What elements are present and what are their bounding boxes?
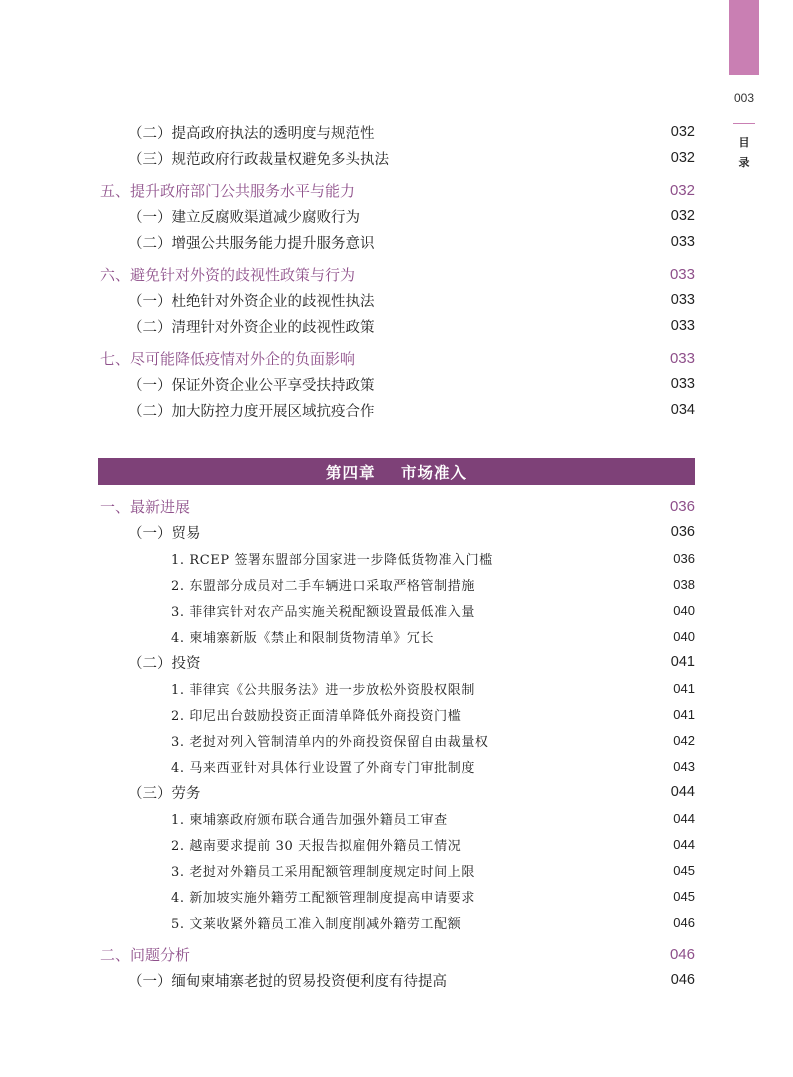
toc-entry-page: 046 [670, 972, 695, 988]
toc-entry-title: 2. 越南要求提前 30 天报告拟雇佣外籍员工情况 [171, 838, 462, 854]
toc-entry-title: （一）缅甸柬埔寨老挝的贸易投资便利度有待提高 [128, 973, 447, 990]
toc-entry-item[interactable] [100, 832, 695, 856]
toc-entry-title: 五、提升政府部门公共服务水平与能力 [100, 181, 356, 200]
toc-entry-page: 041 [670, 654, 695, 670]
toc-entry-title: 3. 菲律宾针对农产品实施关税配额设置最低准入量 [171, 604, 475, 620]
toc-entry-title: （一）建立反腐败渠道减少腐败行为 [128, 209, 360, 226]
toc-entry-page: 036 [673, 550, 695, 566]
toc-entry-title: （二）加大防控力度开展区域抗疫合作 [128, 403, 375, 420]
toc-entry-page: 044 [673, 810, 695, 826]
toc-entry-item[interactable] [100, 884, 695, 908]
toc-entry-page: 038 [673, 576, 695, 592]
toc-entry-title: 5. 文莱收紧外籍员工准入制度削减外籍劳工配额 [171, 916, 462, 932]
toc-entry-page: 044 [670, 784, 695, 800]
toc-entry-title: 1. RCEP 签署东盟部分国家进一步降低货物准入门槛 [171, 552, 493, 568]
toc-entry-item[interactable] [100, 754, 695, 778]
toc-entry-sec[interactable] [100, 262, 695, 286]
toc-entry-item[interactable] [100, 546, 695, 570]
toc-entry-title: （三）规范政府行政裁量权避免多头执法 [128, 151, 389, 168]
toc-entry-page: 036 [670, 524, 695, 540]
toc-entry-sub[interactable] [100, 230, 695, 254]
page-number: 003 [733, 91, 755, 105]
toc-entry-page: 040 [673, 602, 695, 618]
toc-entry-page: 032 [670, 208, 695, 224]
toc-entry-sub[interactable] [100, 288, 695, 312]
toc-entry-sub[interactable] [100, 372, 695, 396]
toc-entry-item[interactable] [100, 598, 695, 622]
toc-entry-page: 042 [673, 732, 695, 748]
toc-entry-sec[interactable] [100, 346, 695, 370]
toc-entry-title: （二）增强公共服务能力提升服务意识 [128, 235, 375, 252]
toc-entry-page: 034 [670, 402, 695, 418]
toc-entry-title: 4. 马来西亚针对具体行业设置了外商专门审批制度 [171, 760, 475, 776]
chapter-heading-bar [98, 458, 695, 485]
toc-entry-page: 033 [670, 234, 695, 250]
toc-entry-item[interactable] [100, 910, 695, 934]
toc-entry-page: 033 [670, 376, 695, 392]
toc-entry-page: 041 [673, 706, 695, 722]
toc-entry-title: （二）提高政府执法的透明度与规范性 [128, 125, 375, 142]
toc-entry-sub[interactable] [100, 120, 695, 144]
toc-entry-title: （二）清理针对外资企业的歧视性政策 [128, 319, 375, 336]
toc-entry-page: 044 [673, 836, 695, 852]
toc-entry-sec[interactable] [100, 178, 695, 202]
toc-entry-page: 033 [670, 318, 695, 334]
toc-entry-sec[interactable] [100, 942, 695, 966]
toc-entry-title: 4. 柬埔寨新版《禁止和限制货物清单》冗长 [171, 630, 435, 646]
toc-entry-title: 4. 新加坡实施外籍劳工配额管理制度提高申请要求 [171, 890, 475, 906]
toc-entry-sec[interactable] [100, 494, 695, 518]
toc-entry-sub[interactable] [100, 146, 695, 170]
toc-entry-page: 046 [669, 945, 695, 963]
toc-entry-item[interactable] [100, 858, 695, 882]
toc-entry-title: （三）劳务 [128, 785, 201, 802]
toc-entry-page: 033 [670, 292, 695, 308]
chapter-title: 第四章 市场准入 [325, 463, 468, 482]
toc-entry-item[interactable] [100, 572, 695, 596]
toc-entry-title: 2. 印尼出台鼓励投资正面清单降低外商投资门槛 [171, 708, 462, 724]
toc-entry-sub[interactable] [100, 204, 695, 228]
chapter-tab-marker [729, 0, 759, 75]
toc-entry-page: 045 [673, 888, 695, 904]
toc-entry-sub[interactable] [100, 398, 695, 422]
side-label-contents [736, 133, 752, 173]
toc-entry-page: 045 [673, 862, 695, 878]
toc-entry-item[interactable] [100, 806, 695, 830]
toc-entry-sub[interactable] [100, 780, 695, 804]
toc-entry-title: 1. 柬埔寨政府颁布联合通告加强外籍员工审查 [171, 812, 448, 828]
side-label-char: 录 [738, 156, 750, 169]
toc-entry-sub[interactable] [100, 314, 695, 338]
side-label-char: 目 [738, 136, 750, 149]
toc-entry-page: 036 [669, 497, 695, 515]
toc-entry-title: 二、问题分析 [100, 945, 191, 964]
toc-entry-title: （一）贸易 [128, 525, 201, 542]
side-divider [733, 123, 755, 124]
toc-entry-title: （一）杜绝针对外资企业的歧视性执法 [128, 293, 375, 310]
toc-entry-title: 七、尽可能降低疫情对外企的负面影响 [100, 349, 356, 368]
toc-entry-page: 033 [669, 349, 695, 367]
toc-entry-page: 033 [669, 265, 695, 283]
toc-entry-page: 041 [673, 680, 695, 696]
toc-entry-sub[interactable] [100, 650, 695, 674]
toc-entry-title: 1. 菲律宾《公共服务法》进一步放松外资股权限制 [171, 682, 475, 698]
toc-entry-page: 040 [673, 628, 695, 644]
toc-entry-sub[interactable] [100, 520, 695, 544]
toc-entry-title: 六、避免针对外资的歧视性政策与行为 [100, 265, 356, 284]
toc-entry-sub[interactable] [100, 968, 695, 992]
toc-entry-title: （二）投资 [128, 655, 201, 672]
toc-entry-title: 一、最新进展 [100, 497, 191, 516]
toc-entry-page: 032 [669, 181, 695, 199]
toc-entry-item[interactable] [100, 702, 695, 726]
toc-entry-page: 046 [673, 914, 695, 930]
toc-entry-item[interactable] [100, 676, 695, 700]
toc-entry-title: 2. 东盟部分成员对二手车辆进口采取严格管制措施 [171, 578, 475, 594]
toc-entry-title: 3. 老挝对外籍员工采用配额管理制度规定时间上限 [171, 864, 475, 880]
toc-entry-item[interactable] [100, 624, 695, 648]
toc-entry-title: （一）保证外资企业公平享受扶持政策 [128, 377, 375, 394]
toc-entry-page: 032 [670, 150, 695, 166]
toc-entry-item[interactable] [100, 728, 695, 752]
toc-entry-page: 043 [673, 758, 695, 774]
toc-entry-title: 3. 老挝对列入管制清单内的外商投资保留自由裁量权 [171, 734, 489, 750]
toc-entry-page: 032 [670, 124, 695, 140]
